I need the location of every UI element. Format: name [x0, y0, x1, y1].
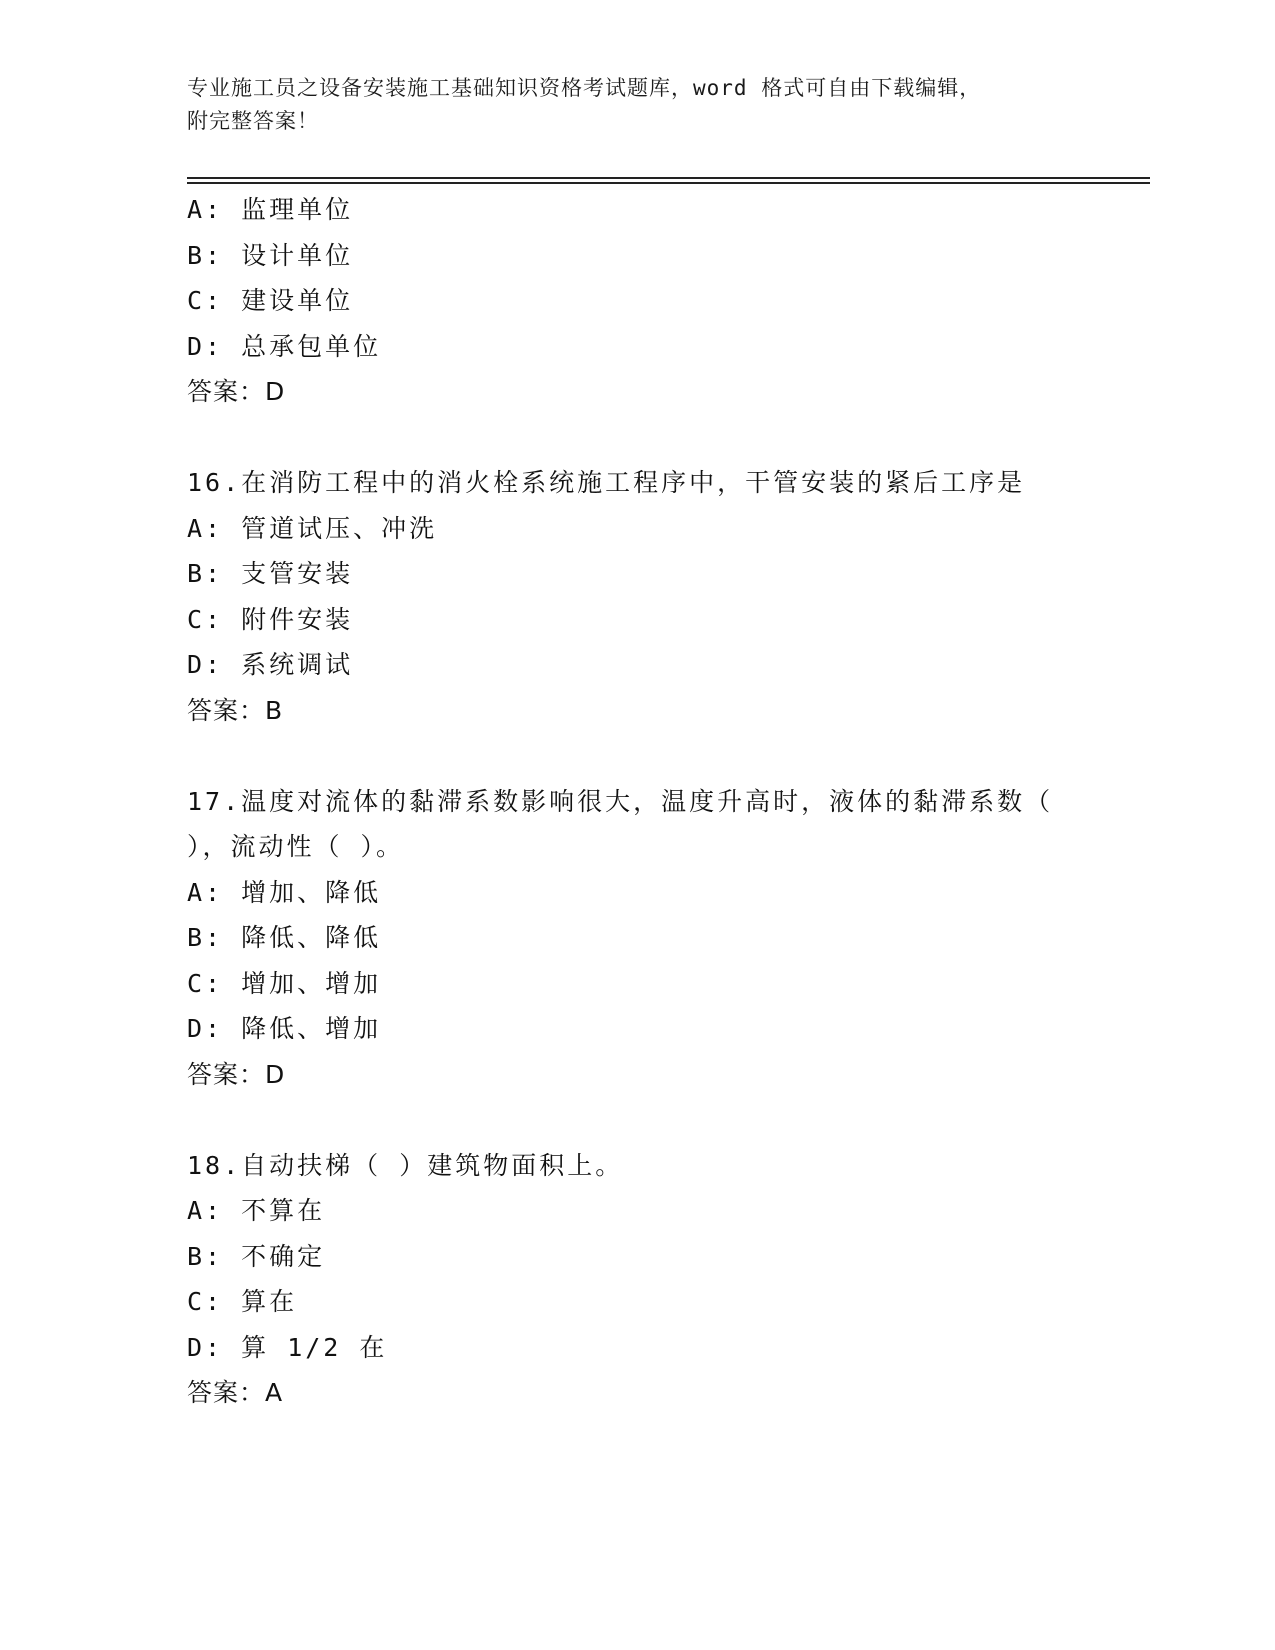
q17-question-line-2: ），流动性（ ）。	[187, 832, 405, 861]
q16-option-d: D: 系统调试	[187, 650, 354, 679]
header-divider-top	[187, 177, 1150, 179]
q15-answer: 答案：D	[187, 377, 286, 406]
q17-option-b: B: 降低、降低	[187, 923, 382, 952]
q15-option-a: A: 监理单位	[187, 195, 354, 224]
q17-answer: 答案：D	[187, 1059, 286, 1089]
question-16-block	[187, 460, 1147, 733]
q18-option-a: A: 不算在	[187, 1196, 326, 1225]
q17-option-d: D: 降低、增加	[187, 1014, 382, 1043]
q16-option-b: B: 支管安装	[187, 559, 354, 588]
q16-answer: 答案：B	[187, 695, 284, 725]
q15-option-c: C: 建设单位	[187, 286, 354, 315]
document-body	[187, 187, 1147, 1416]
header-line-2: 附完整答案！	[187, 109, 319, 133]
q18-question: 18.自动扶梯（ ）建筑物面积上。	[187, 1150, 624, 1180]
q15-option-b: B: 设计单位	[187, 240, 354, 270]
spacer	[187, 1097, 1147, 1143]
question-17-block	[187, 779, 1147, 1098]
q18-answer: 答案：A	[187, 1378, 284, 1407]
spacer	[187, 415, 1147, 461]
q17-option-c: C: 增加、增加	[187, 968, 382, 998]
q17-question-line-1: 17.温度对流体的黏滞系数影响很大，温度升高时，液体的黏滞系数（	[187, 786, 1054, 816]
q18-option-d: D: 算 1/2 在	[187, 1332, 388, 1362]
header-divider-bottom	[187, 182, 1150, 184]
q15-option-d: D: 总承包单位	[187, 331, 382, 361]
question-15-block	[187, 187, 1147, 415]
q18-option-b: B: 不确定	[187, 1241, 326, 1271]
q17-option-a: A: 增加、降低	[187, 877, 382, 907]
q18-option-c: C: 算在	[187, 1287, 298, 1316]
document-header	[187, 72, 1067, 138]
spacer	[187, 733, 1147, 779]
q16-option-a: A: 管道试压、冲洗	[187, 513, 438, 543]
q16-question: 16.在消防工程中的消火栓系统施工程序中，干管安装的紧后工序是	[187, 468, 1026, 497]
q16-option-c: C: 附件安装	[187, 604, 354, 634]
header-line-1: 专业施工员之设备安装施工基础知识资格考试题库，word 格式可自由下载编辑，	[187, 76, 982, 100]
question-18-block	[187, 1143, 1147, 1416]
